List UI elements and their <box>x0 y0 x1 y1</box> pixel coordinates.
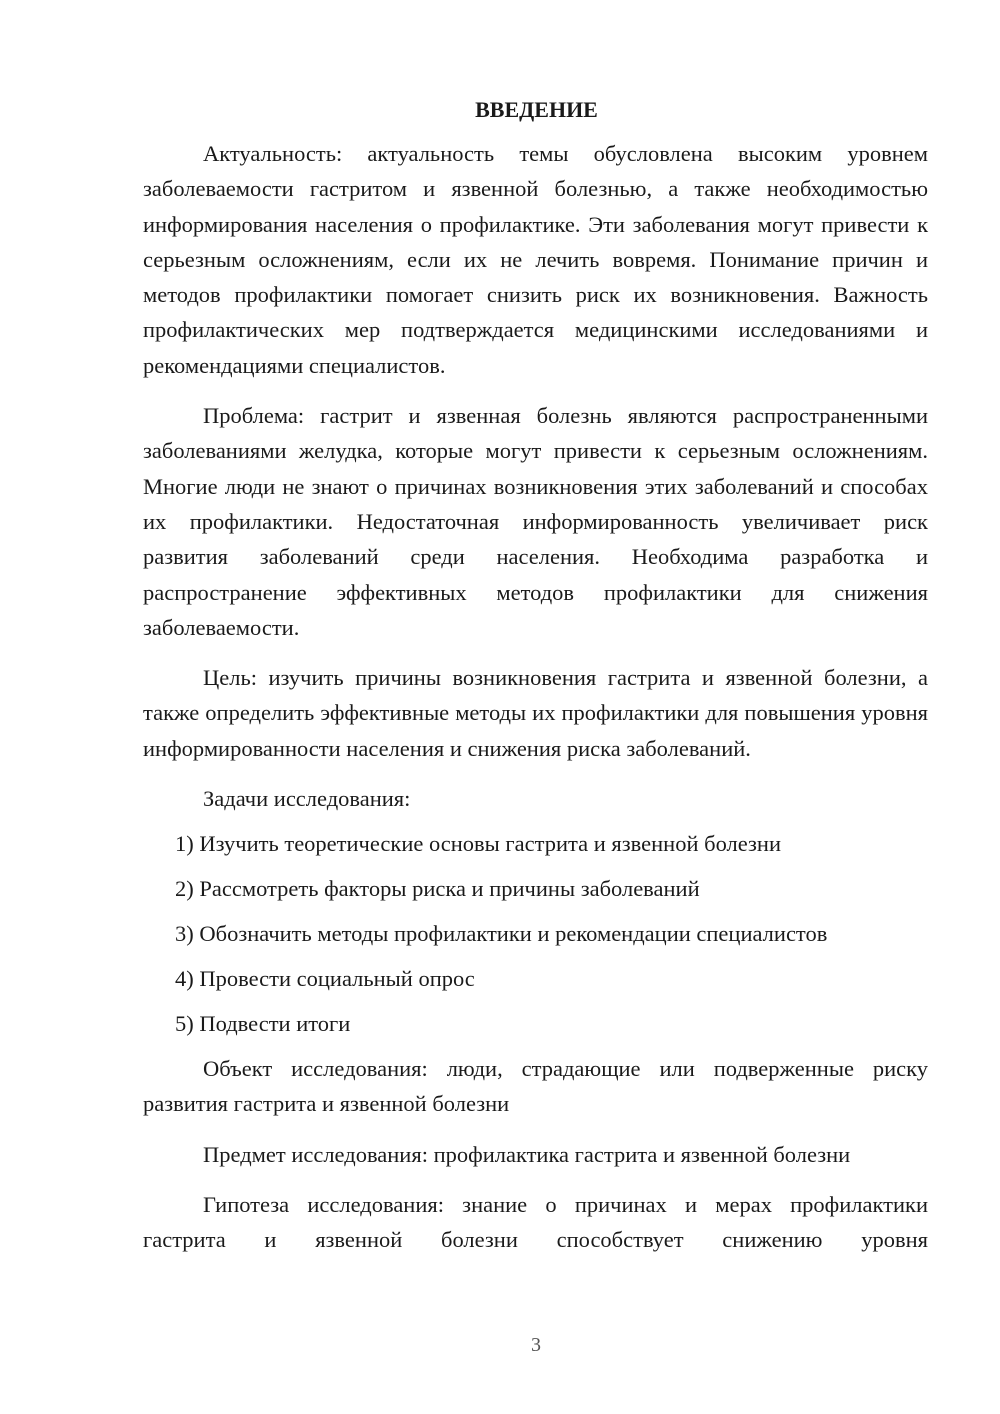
problem-paragraph: Проблема: гастрит и язвенная болезнь являются распространенными заболеваниями желудка, которые могут привести к серьезным осложнениям. Многие люди не знают о причинах возникновения этих заболеваний и способах их профилактики. Недостаточная информированность увеличивает риск развития заболеваний среди населения. Необходима разработка и распространение эффективных методов профилактики для снижения заболеваемости. <box>143 403 928 640</box>
task-item: 2) Рассмотреть факторы риска и причины заболеваний <box>175 876 700 902</box>
task-item: 3) Обозначить методы профилактики и рекомендации специалистов <box>175 921 828 947</box>
page-number: 3 <box>531 1334 541 1356</box>
hypothesis-paragraph: Гипотеза исследования: знание о причинах и мерах профилактики гастрита и язвенной болезни способствует снижению уровня <box>143 1191 928 1253</box>
tasks-title: Задачи исследования: <box>203 786 411 812</box>
task-item: 1) Изучить теоретические основы гастрита и язвенной болезни <box>175 831 781 857</box>
object-paragraph: Объект исследования: люди, страдающие или подверженные риску развития гастрита и язвенной болезни <box>143 1056 928 1117</box>
page-content <box>143 94 928 1273</box>
task-item: 5) Подвести итоги <box>175 1011 351 1037</box>
subject-paragraph: Предмет исследования: профилактика гастрита и язвенной болезни <box>203 1141 851 1167</box>
task-list <box>143 826 928 1041</box>
section-heading: ВВЕДЕНИЕ <box>475 97 598 122</box>
relevance-paragraph: Актуальность: актуальность темы обусловлена высоким уровнем заболеваемости гастритом и язвенной болезнью, а также необходимостью информирования населения о профилактике. Эти заболевания могут привести к серьезным осложнениям, если их не лечить вовремя. Понимание причин и методов профилактики помогает снизить риск их возникновения. Важность профилактических мер подтверждается медицинскими исследованиями и рекомендациями специалистов. <box>143 141 928 378</box>
goal-paragraph: Цель: изучить причины возникновения гастрита и язвенной болезни, а также определить эффективные методы их профилактики для повышения уровня информированности населения и снижения риска заболеваний. <box>143 665 928 761</box>
task-item: 4) Провести социальный опрос <box>175 966 475 992</box>
